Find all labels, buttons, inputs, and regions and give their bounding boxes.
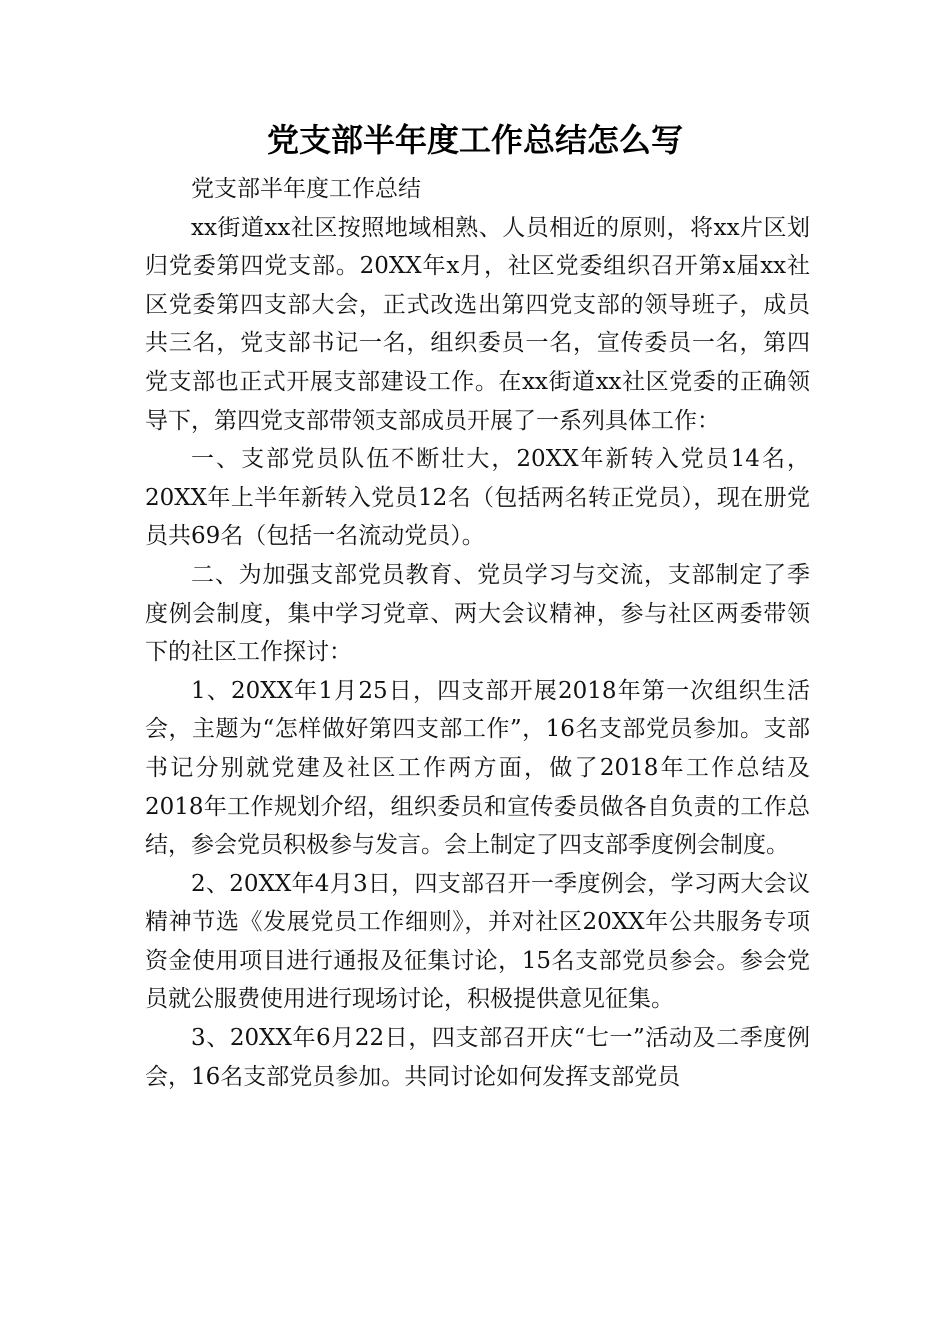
paragraph-item-2: 2、20XX年4月3日，四支部召开一季度例会，学习两大会议精神节选《发展党员工作细则》，并对社区20XX年公共服务专项资金使用项目进行通报及征集讨论，15名支部党员参会。参会党员就公服费使用进行现场讨论，积极提供意见征集。: [145, 870, 810, 1013]
document-title: 党支部半年度工作总结怎么写: [266, 121, 683, 159]
document-body: [145, 170, 810, 1096]
paragraph-subtitle: 党支部半年度工作总结: [191, 176, 421, 202]
paragraph-item-1: 1、20XX年1月25日，四支部开展2018年第一次组织生活会，主题为“怎样做好第四支部工作”，16名支部党员参加。支部书记分别就党建及社区工作两方面，做了2018年工作总结及2018年工作规划介绍，组织委员和宣传委员做各自负责的工作总结，参会党员积极参与发言。会上制定了四支部季度例会制度。: [145, 677, 810, 859]
paragraph-item-3: 3、20XX年6月22日，四支部召开庆“七一”活动及二季度例会，16名支部党员参加。共同讨论如何发挥支部党员: [145, 1025, 810, 1090]
paragraph-intro: xx街道xx社区按照地域相熟、人员相近的原则，将xx片区划归党委第四党支部。20XX年x月，社区党委组织召开第x届xx社区党委第四支部大会，正式改选出第四党支部的领导班子，成员共三名，党支部书记一名，组织委员一名，宣传委员一名，第四党支部也正式开展支部建设工作。在xx街道xx社区党委的正确领导下，第四党支部带领支部成员开展了一系列具体工作：: [145, 214, 810, 434]
paragraph-point-one: 一、支部党员队伍不断壮大，20XX年新转入党员14名，20XX年上半年新转入党员12名（包括两名转正党员），现在册党员共69名（包括一名流动党员）。: [145, 446, 810, 550]
paragraph-point-two: 二、为加强支部党员教育、党员学习与交流，支部制定了季度例会制度，集中学习党章、两大会议精神，参与社区两委带领下的社区工作探讨：: [145, 561, 810, 666]
